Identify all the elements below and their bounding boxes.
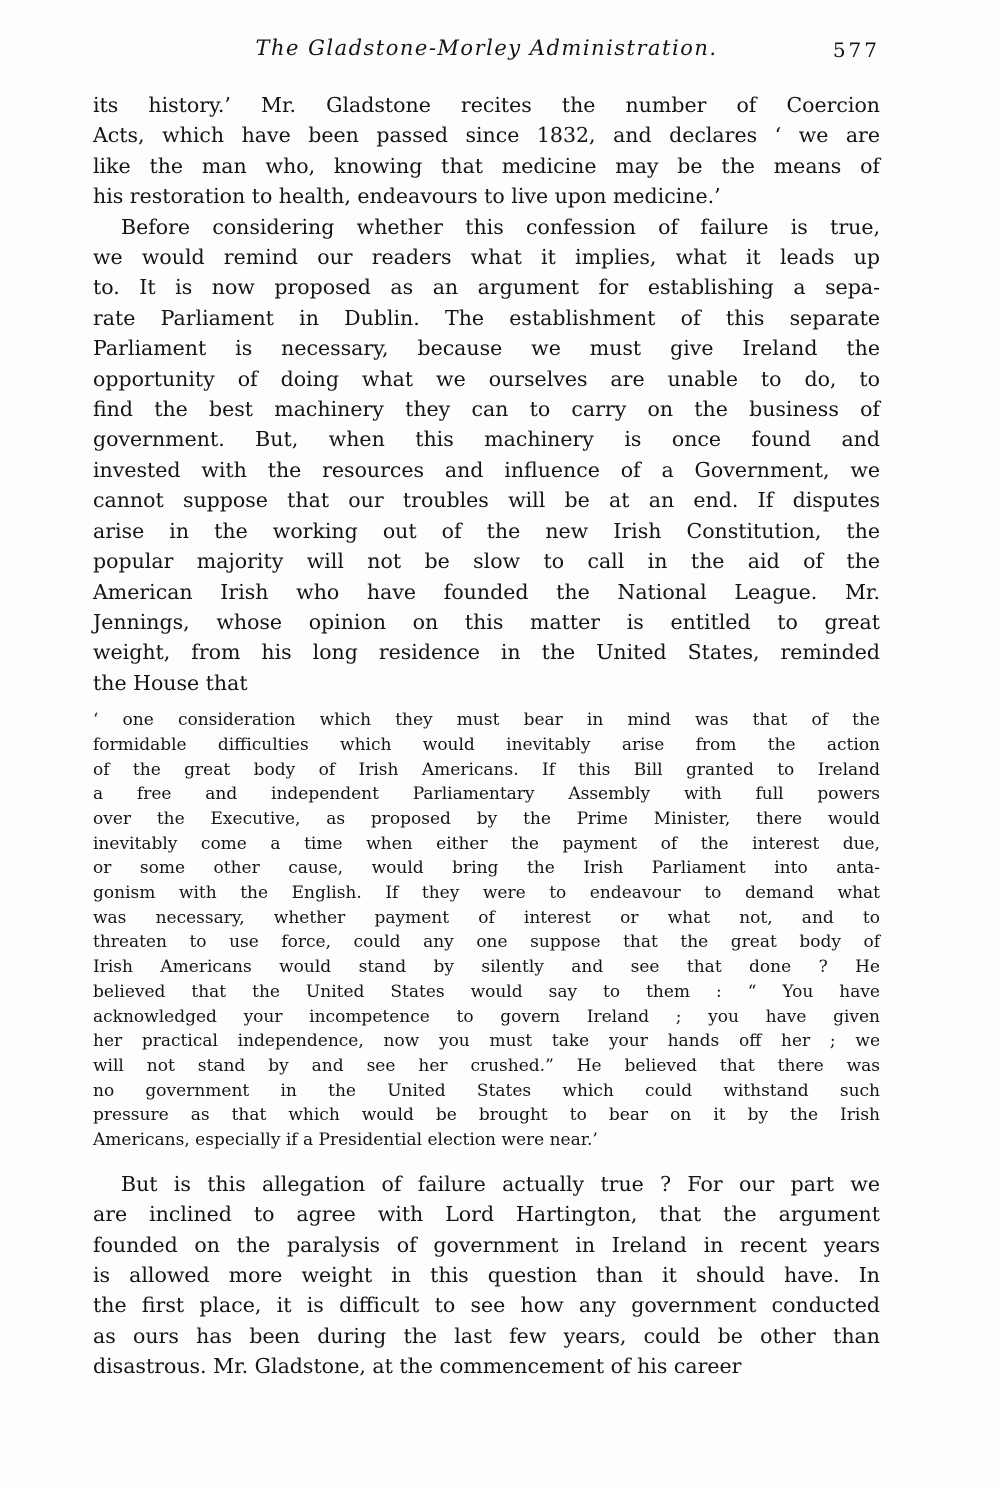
text-line: her practical independence, now you must take your hands off her ; we	[93, 1031, 880, 1052]
text-line: popular majority will not be slow to call in the aid of the	[93, 549, 880, 574]
text-line: rate Parliament in Dublin. The establishment of this separate	[93, 305, 880, 330]
text-line: will not stand by and see her crushed.” He believed that there was	[93, 1055, 880, 1076]
text-line: his restoration to health, endeavours to live upon medicine.’	[93, 184, 721, 209]
text-line: of the great body of Irish Americans. If this Bill granted to Ireland	[93, 759, 880, 780]
running-title: The Gladstone-Morley Administration.	[255, 36, 718, 60]
text-line: are inclined to agree with Lord Hartington, that the argument	[93, 1202, 880, 1227]
text-line: formidable difficulties which would inevitably arise from the action	[93, 734, 880, 755]
text-line: pressure as that which would be brought to bear on it by the Irish	[93, 1105, 880, 1126]
text-line: ‘ one consideration which they must bear in mind was that of the	[93, 710, 880, 731]
text-line: Jennings, whose opinion on this matter is entitled to great	[93, 609, 880, 634]
text-line: Americans, especially if a Presidential election were near.’	[93, 1130, 598, 1151]
text-line: to. It is now proposed as an argument for establishing a sepa-	[93, 275, 880, 300]
text-line: like the man who, knowing that medicine may be the means of	[93, 153, 880, 178]
text-line: or some other cause, would bring the Irish Parliament into anta-	[93, 858, 880, 879]
paragraph	[93, 90, 880, 212]
text-line: no government in the United States which could withstand such	[93, 1080, 880, 1101]
text-line: was necessary, whether payment of interest or what not, and to	[93, 907, 880, 928]
paragraph	[93, 212, 880, 699]
text-line: cannot suppose that our troubles will be at an end. If disputes	[93, 488, 880, 513]
text-line: Acts, which have been passed since 1832, and declares ‘ we are	[93, 123, 880, 148]
text-line: weight, from his long residence in the United States, reminded	[93, 640, 880, 665]
text-line: Parliament is necessary, because we must give Ireland the	[93, 336, 880, 361]
text-line: find the best machinery they can to carry on the business of	[93, 397, 880, 422]
text-line: the first place, it is difficult to see how any government conducted	[93, 1293, 880, 1318]
text-line: threaten to use force, could any one suppose that the great body of	[93, 932, 880, 953]
page-number: 577	[832, 38, 880, 62]
text-line: the House that	[93, 670, 248, 695]
text-line: inevitably come a time when either the payment of the interest due,	[93, 833, 880, 854]
text-line: government. But, when this machinery is once found and	[93, 427, 880, 452]
text-line: arise in the working out of the new Irish Constitution, the	[93, 518, 880, 543]
text-line: its history.’ Mr. Gladstone recites the number of Coercion	[93, 93, 880, 117]
text-line: invested with the resources and influence of a Government, we	[93, 457, 880, 482]
text-line: American Irish who have founded the National League. Mr.	[93, 579, 880, 604]
text-line: But is this allegation of failure actually true ? For our part we	[121, 1171, 880, 1196]
page-body	[93, 90, 880, 1382]
text-line: gonism with the English. If they were to endeavour to demand what	[93, 883, 880, 904]
text-line: acknowledged your incompetence to govern Ireland ; you have given	[93, 1006, 880, 1027]
text-line: is allowed more weight in this question than it should have. In	[93, 1263, 880, 1287]
page-header	[93, 36, 880, 66]
text-line: believed that the United States would say to them : “ You have	[93, 981, 880, 1002]
block-quote	[93, 708, 880, 1153]
text-line: we would remind our readers what it implies, what it leads up	[93, 245, 880, 270]
text-line: over the Executive, as proposed by the Prime Minister, there would	[93, 808, 880, 829]
text-line: opportunity of doing what we ourselves are unable to do, to	[93, 366, 880, 391]
text-line: disastrous. Mr. Gladstone, at the commencement of his career	[93, 1354, 742, 1379]
text-line: a free and independent Parliamentary Assembly with full powers	[93, 784, 880, 805]
text-line: founded on the paralysis of government in Ireland in recent years	[93, 1232, 880, 1257]
text-line: Before considering whether this confession of failure is true,	[121, 214, 880, 239]
paragraph	[93, 1169, 880, 1382]
text-line: Irish Americans would stand by silently and see that done ? He	[93, 957, 880, 978]
text-line: as ours has been during the last few years, could be other than	[93, 1323, 880, 1348]
